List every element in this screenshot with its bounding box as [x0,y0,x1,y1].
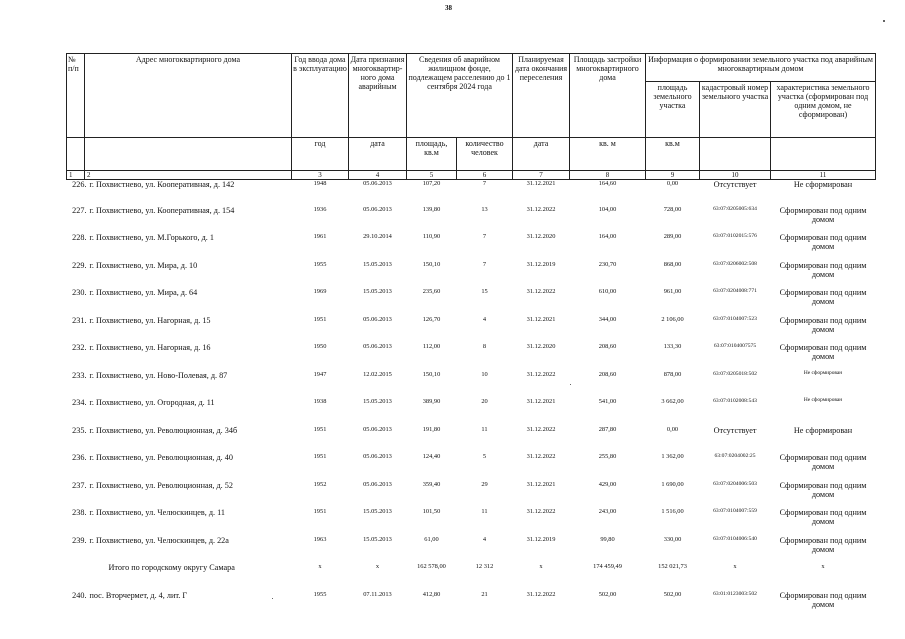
land-status-cell: Сформирован под одним домом [779,288,867,307]
table-row [67,261,876,289]
table-row [67,398,876,426]
address-text: г. Похвистнево, ул. Челюскинцев, д. 22а [89,535,229,545]
recognition-date-cell: 05.06.2013 [363,453,392,460]
area-cell: 124,40 [422,453,441,460]
land-area-cell: 3 662,00 [661,398,684,405]
address-text: г. Похвистнево, ул. Мира, д. 64 [89,288,198,297]
area-cell: 150,10 [422,260,441,268]
row-number: 235. [72,425,87,435]
page-number: 38 [445,4,452,12]
people-cell: 10 [481,370,488,378]
address-cell [67,453,292,481]
table-header [67,54,876,180]
built-area-cell: 99,80 [600,535,615,543]
area-cell: 191,80 [422,425,441,433]
address-cell [67,398,292,426]
people-cell: 15 [481,288,488,295]
table-row [67,180,876,206]
address-cell [67,426,292,454]
planned-date-cell: 31.12.2022 [526,590,556,598]
column-number: 10 [700,171,771,180]
land-status-cell: Сформирован под одним домом [779,343,867,362]
people-cell: 7 [482,260,487,268]
recognition-date-cell: 15.05.2013 [363,508,392,515]
row-number: 231. [72,315,87,325]
cadastral-cell: 63:07:0104006:540 [713,535,757,542]
cadastral-cell: Отсутствует [713,180,757,189]
planned-date-cell: 31.12.2022 [526,425,556,433]
total-area: 162 578,00 [417,563,446,570]
table-row [67,591,876,619]
land-status-cell: Сформирован под одним домом [779,508,867,527]
cadastral-cell: 63:07:0204008:771 [713,288,757,294]
year-cell: 1961 [313,233,327,240]
year-cell: 1951 [313,425,327,433]
cadastral-cell: Отсутствует [713,425,757,435]
column-number: 6 [457,171,513,180]
unit-empty [67,138,85,171]
recognition-date-cell: 05.06.2013 [363,315,392,323]
table-body [67,180,876,619]
year-cell: 1952 [313,480,327,488]
built-area-cell: 344,00 [598,315,617,323]
total-row [67,563,876,591]
total-status: x [821,563,825,570]
recognition-date-cell: 07.11.2013 [363,590,392,598]
cadastral-cell: 63:07:0204002:25 [714,453,756,459]
area-cell: 359,40 [422,480,441,488]
area-cell: 150,10 [422,370,441,378]
cadastral-cell: 63:01:0123003:502 [713,590,757,597]
emergency-housing-table [66,53,876,618]
land-area-cell: 133,30 [663,343,682,350]
unit-built: кв. м [570,138,646,171]
land-area-cell: 878,00 [663,370,682,378]
land-status-cell: Сформирован под одним домом [779,260,867,279]
row-number: 226. [72,180,87,189]
unit-area: площадь, кв.м [407,138,457,171]
cadastral-cell: 63:07:0206002:508 [713,260,757,267]
column-number: 5 [407,171,457,180]
cadastral-cell: 63:07:0104007:559 [713,508,757,514]
table-row [67,206,876,234]
people-cell: 5 [482,453,487,460]
land-status-cell: Сформирован под одним домом [779,453,867,472]
land-area-cell: 0,00 [666,425,679,433]
header-land-area: площадь земельного участка [646,82,700,138]
built-area-cell: 208,60 [598,343,617,350]
header-cadastral: кадастровый номер земельного участка [700,82,771,138]
column-number: 7 [513,171,570,180]
land-area-cell: 502,00 [663,590,682,598]
built-area-cell: 230,70 [598,260,617,268]
land-area-cell: 868,00 [663,260,682,268]
land-area-cell: 330,00 [663,535,682,543]
header-address: Адрес многоквартирного дома [85,54,292,138]
column-number: 1 [67,171,85,180]
year-cell: 1955 [313,260,327,268]
header-recognition-date: Дата признания многоквартир-ного дома аварийным [349,54,407,138]
table-row [67,316,876,344]
land-status-cell: Сформирован под одним домом [779,535,867,554]
unit-empty [771,138,876,171]
land-status-cell: Сформирован под одним домом [779,233,867,252]
people-cell: 7 [482,180,487,187]
unit-land: кв.м [646,138,700,171]
table-row [67,453,876,481]
address-text: г. Похвистнево, ул. Кооперативная, д. 142 [89,180,235,189]
planned-date-cell: 31.12.2022 [526,288,556,295]
address-text: г. Похвистнево, ул. Революционная, д. 52 [89,480,233,490]
year-cell: 1951 [313,453,327,460]
cadastral-cell: 63:07:0104007:523 [713,315,757,322]
planned-date-cell: 31.12.2022 [526,508,556,515]
area-cell: 112,00 [422,343,441,350]
people-cell: 4 [482,315,487,323]
table-row [67,426,876,454]
planned-date-cell: 31.12.2019 [526,260,556,268]
total-built-area: 174 459,49 [593,563,622,570]
header-year: Год ввода дома в эксплуатацию [292,54,349,138]
land-area-cell: 1 516,00 [661,508,684,515]
address-cell [67,371,292,399]
planned-date-cell: 31.12.2021 [526,480,556,488]
header-planned-date: Планируемая дата окончания переселения [513,54,570,138]
recognition-date-cell: 15.05.2013 [363,260,392,268]
land-status-cell: Сформирован под одним домом [779,590,867,609]
table-row [67,343,876,371]
recognition-date-cell: 15.05.2013 [363,398,392,405]
address-text: г. Похвистнево, ул. Революционная, д. 34б [89,425,238,435]
land-area-cell: 2 106,00 [661,315,684,323]
address-cell [67,288,292,316]
row-number: 239. [72,535,87,545]
address-cell [67,508,292,536]
land-area-cell: 961,00 [663,288,682,295]
column-number: 4 [349,171,407,180]
address-cell [67,261,292,289]
land-area-cell: 289,00 [663,233,682,240]
address-cell [67,591,292,619]
address-text: г. Похвистнево, ул. Нагорная, д. 15 [89,315,211,325]
built-area-cell: 104,00 [598,205,617,213]
column-number-row [67,171,876,180]
year-cell: 1936 [313,205,327,213]
people-cell: 11 [481,425,488,433]
planned-date-cell: 31.12.2020 [526,233,556,240]
people-cell: 21 [481,590,488,598]
address-cell [67,536,292,564]
land-status-cell: Сформирован под одним домом [779,205,867,224]
planned-date-cell: 31.12.2020 [526,343,556,350]
total-people: 12 312 [475,563,494,570]
planned-date-cell: 31.12.2019 [526,535,556,543]
row-number: 227. [72,205,87,215]
row-number: 229. [72,260,87,270]
header-land-characteristic: характеристика земельного участка (сформирован под одним домом, не сформирован) [771,82,876,138]
cadastral-cell: 63:07:0102015:576 [713,233,757,239]
row-number: 230. [72,288,87,297]
cadastral-cell: 63:07:0204006:503 [713,480,757,487]
land-status-cell: Сформирован под одним домом [779,480,867,499]
unit-empty [85,138,292,171]
people-cell: 13 [481,205,488,213]
row-number: 237. [72,480,87,490]
area-cell: 61,00 [424,535,439,543]
total-date: x [375,563,380,570]
land-area-cell: 728,00 [663,205,682,213]
address-text: г. Похвистнево, ул. Челюскинцев, д. 11 [89,508,225,517]
address-cell [67,481,292,509]
planned-date-cell: 31.12.2021 [526,398,556,405]
people-cell: 8 [482,343,487,350]
unit-year: год [292,138,349,171]
header-number: № п/п [67,54,85,138]
scan-speck [883,20,885,22]
land-status-cell: Сформирован под одним домом [779,315,867,334]
year-cell: 1948 [313,180,327,187]
header-land-info: Информация о формировании земельного участка под аварийным многоквартирным домом [646,54,876,82]
year-cell: 1955 [313,590,327,598]
column-number: 11 [771,171,876,180]
year-cell: 1938 [313,398,327,405]
address-text: г. Похвистнево, ул. М.Горького, д. 1 [89,233,214,242]
area-cell: 126,70 [422,315,441,323]
year-cell: 1947 [313,370,327,378]
column-number: 3 [292,171,349,180]
recognition-date-cell: 05.06.2013 [363,425,392,433]
recognition-date-cell: 29.10.2014 [363,233,392,240]
recognition-date-cell: 05.06.2013 [363,205,392,213]
total-planned: x [539,563,543,570]
people-cell: 29 [481,480,488,488]
recognition-date-cell: 05.06.2013 [363,180,392,187]
unit-empty [700,138,771,171]
people-cell: 20 [481,398,488,405]
address-cell [67,206,292,234]
row-number: 228. [72,233,87,242]
year-cell: 1963 [313,535,327,543]
built-area-cell: 164,00 [598,233,617,240]
address-text: г. Похвистнево, ул. Мира, д. 10 [89,260,198,270]
table-row [67,481,876,509]
address-cell [67,343,292,371]
people-cell: 7 [482,233,487,240]
row-number: 232. [72,343,87,352]
year-cell: 1951 [313,508,327,515]
cadastral-cell: 63:07:0104007575 [713,343,757,349]
area-cell: 139,80 [422,205,441,213]
planned-date-cell: 31.12.2022 [526,453,556,460]
table-row [67,233,876,261]
year-cell: 1969 [313,288,327,295]
year-cell: 1951 [313,315,327,323]
planned-date-cell: 31.12.2021 [526,180,556,187]
area-cell: 101,50 [422,508,441,515]
total-year: x [318,563,322,570]
row-number: 238. [72,508,87,517]
address-text: г. Похвистнево, ул. Нагорная, д. 16 [89,343,211,352]
area-cell: 110,90 [422,233,441,240]
header-built-area: Площадь застройки многоквартирного дома [570,54,646,138]
address-text: пос. Вторчермет, д. 4, лит. Г [89,590,188,600]
land-status-cell: Не сформирован [803,397,843,403]
address-text: г. Похвистнево, ул. Огородная, д. 11 [89,398,215,407]
built-area-cell: 287,80 [598,425,617,433]
built-area-cell: 610,00 [598,288,617,295]
address-cell [67,233,292,261]
land-area-cell: 1 690,00 [661,480,684,488]
planned-date-cell: 31.12.2022 [526,205,556,213]
land-status-cell: Не сформирован [803,369,843,376]
planned-date-cell: 31.12.2022 [526,370,556,378]
total-land-area: 152 021,73 [658,563,687,570]
built-area-cell: 429,00 [598,480,617,488]
year-cell: 1950 [313,343,327,350]
land-area-cell: 0,00 [666,180,679,187]
column-number: 9 [646,171,700,180]
recognition-date-cell: 12.02.2015 [363,370,392,378]
address-text: г. Похвистнево, ул. Кооперативная, д. 154 [89,205,235,215]
built-area-cell: 208,60 [598,370,617,378]
built-area-cell: 243,00 [598,508,617,515]
address-cell [67,316,292,344]
table-row [67,371,876,399]
row-number: 233. [72,370,87,380]
address-text: г. Похвистнево, ул. Революционная, д. 40 [89,453,233,462]
land-area-cell: 1 362,00 [661,453,684,460]
row-number: 236. [72,453,87,462]
column-number: 2 [85,171,292,180]
built-area-cell: 164,60 [598,180,617,187]
land-status-cell: Не сформирован [793,180,853,189]
row-number: 240. [72,590,87,600]
table-row [67,536,876,564]
cadastral-cell: 63:07:0205005:634 [713,205,757,212]
area-cell: 235,60 [422,288,441,295]
table-row [67,508,876,536]
total-label: Итого по городскому округу Самара [108,563,235,572]
built-area-cell: 502,00 [598,590,617,598]
total-cadastral: x [733,563,737,570]
built-area-cell: 541,00 [598,398,617,405]
table-row [67,288,876,316]
area-cell: 389,90 [422,398,441,405]
recognition-date-cell: 15.05.2013 [363,535,392,543]
address-text: г. Похвистнево, ул. Ново-Полевая, д. 87 [89,370,228,380]
unit-people: количество человек [457,138,513,171]
row-number: 234. [72,398,87,407]
address-cell [67,180,292,206]
people-cell: 4 [482,535,487,543]
header-fund-info: Сведения об аварийном жилищном фонде, подлежащем расселению до 1 сентября 2024 года [407,54,513,138]
area-cell: 412,80 [422,590,441,598]
land-status-cell: Не сформирован [793,425,853,435]
people-cell: 11 [481,508,488,515]
recognition-date-cell: 05.06.2013 [363,343,392,350]
area-cell: 107,20 [422,180,441,187]
column-number: 8 [570,171,646,180]
recognition-date-cell: 05.06.2013 [363,480,392,488]
unit-planned: дата [513,138,570,171]
built-area-cell: 255,80 [598,453,617,460]
cadastral-cell: 63:07:0102008:543 [713,398,757,404]
cadastral-cell: 63:07:0205018:502 [713,370,757,377]
planned-date-cell: 31.12.2021 [526,315,556,323]
recognition-date-cell: 15.05.2013 [363,288,392,295]
unit-date: дата [349,138,407,171]
